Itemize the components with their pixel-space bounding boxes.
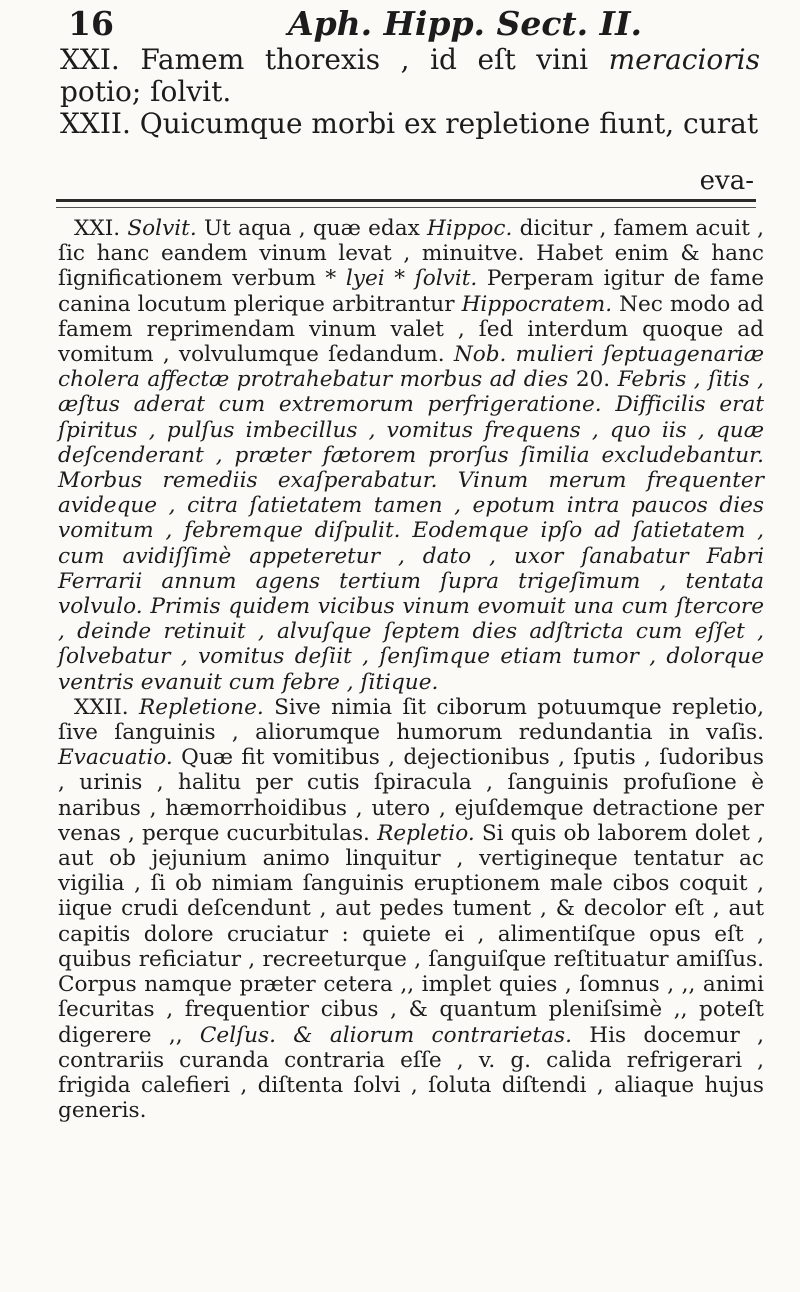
aphorism-xxi-text-c: potio; ſolvit. — [60, 75, 232, 108]
section-divider — [56, 199, 756, 208]
aphorism-xxi-text-a: Famem thorexis , id eſt vini — [140, 43, 609, 76]
commentary-xxi-t6: 20. — [568, 367, 618, 393]
commentary-xxii-t5: His docemur , contrariis curanda contraria eſſe , v. g. calida refrigerari , frigida calefieri , diſtenta ſolvi , ſoluta diſtendi , aliaque hujus generis. — [58, 1022, 764, 1124]
commentary-xxi-t4: Perperam igitur de fame canina locutum plerique arbitrantur — [58, 266, 764, 317]
running-head — [62, 4, 752, 44]
commentary-xxii-r4: & aliorum contrarietas. — [293, 1022, 572, 1048]
commentary-xxi-r3: ſolvit. — [414, 266, 478, 292]
commentary-xxi-r4: Hippocratem. — [461, 291, 613, 317]
commentary-xxii-t4 — [276, 1023, 293, 1048]
running-title: Aph. Hipp. Sect. II. — [288, 4, 642, 43]
commentary-xxii-r2: Repletio. — [377, 820, 475, 846]
commentary-xxii-t2: Quæ fit vomitibus , dejectionibus , ſputis , ſudoribus , urinis , halitu per cutis ſpiracula , ſanguinis profuſione è naribus , hæmorrhoidibus , utero , ejuſdemque detractione per venas , perque cucurbitulas. — [58, 745, 764, 846]
commentary-xxi-lemma: Solvit. — [127, 216, 197, 241]
commentary — [58, 216, 764, 1123]
commentary-xxi-t3: * — [384, 266, 415, 292]
commentary-xxii-r3: Celſus. — [199, 1022, 276, 1048]
commentary-xxi-r5: Nob. mulieri ſeptuagenariæ cholera affectæ protrahebatur morbus ad dies — [58, 342, 765, 393]
aphorism-xxii-text: Quicumque morbi ex repletione fiunt, curat — [139, 107, 759, 140]
commentary-xxi-r6: Febris , ſitis , æſtus aderat cum extremorum perfrigeratione. Difficilis erat ſpiritus , pulſus imbecillus , vomitus frequens , quo iis , quæ deſcenderant , præter fætorem prorſus ſimilia excludebantur. Morbus remediis exaſperabatur. Vinum merum frequenter avideque , citra ſatietatem tamen , epotum intra paucos dies vomitum , febremque diſpulit. Eodemque ipſo ad ſatietatem , cum avidiſſimè appeteretur , dato , uxor ſanabatur Fabri Ferrarii annum agens tertium ſupra trigeſimum , tentata volvulo. Primis quidem vicibus vinum evomuit una cum ſtercore , deinde retinuit , alvuſque ſeptem dies adſtricta cum eſſet , ſolvebatur , vomitus deſiit , ſenſimque etiam tumor , dolorque ventris evanuit cum febre , ſitique. — [58, 367, 764, 695]
aphorism-xxii-number: XXII. — [60, 107, 131, 140]
commentary-xxii-t3: Si quis ob laborem dolet , aut ob jejunium animo linquitur , vertigineque tentatur ac vigilia , ſi ob nimiam ſanguinis eruptionem male cibos coquit , iique crudi deſcendunt , aut pedes tument , & decolor eſt , aut capitis dolore cruciatur : quiete ei , alimentiſque opus eſt , quibus reficiatur , recreeturque , ſanguiſque reſtituatur amiſſus. Corpus namque præter cetera ,, implet quies , ſomnus , ,, animi ſecuritas , frequentior cibus , & quantum pleniſsimè ,, poteſt digerere ,, — [58, 820, 764, 1048]
commentary-xxii-number: XXII. — [74, 694, 129, 720]
aphorism-block — [60, 44, 760, 140]
commentary-xxii-lemma: Repletione. — [139, 694, 264, 720]
commentary-xxi-t2: dicitur , famem acuit , ſic hanc eandem vinum levat , minuitve. Habet enim & hanc ſignificationem verbum * — [58, 216, 764, 292]
commentary-xxii-r1: Evacuatio. — [58, 745, 173, 771]
page-number: 16 — [68, 4, 114, 43]
aphorism-xxi — [60, 44, 760, 108]
commentary-xxi-r1: Hippoc. — [427, 216, 513, 241]
aphorism-xxi-number: XXI. — [60, 43, 120, 76]
commentary-xxi-r2: lyei — [345, 266, 385, 292]
commentary-xxi — [58, 216, 764, 695]
commentary-xxii-t1: Sive nimia ſit ciborum potuumque repletio, ſive ſanguinis , aliorumque humorum redundantia in vaſis. — [58, 694, 764, 746]
commentary-xxi-number: XXI. — [74, 216, 121, 241]
commentary-xxi-t5: Nec modo ad famem reprimendam vinum valet , ſed interdum quoque ad vomitum , volvulumque ſedandum. — [58, 291, 764, 368]
commentary-xxii — [58, 695, 764, 1123]
aphorism-xxii — [60, 108, 760, 140]
commentary-xxi-t1: Ut aqua , quæ edax — [196, 216, 428, 241]
aphorism-xxi-text-b: meracioris — [608, 43, 760, 76]
catchword: eva- — [699, 166, 754, 196]
